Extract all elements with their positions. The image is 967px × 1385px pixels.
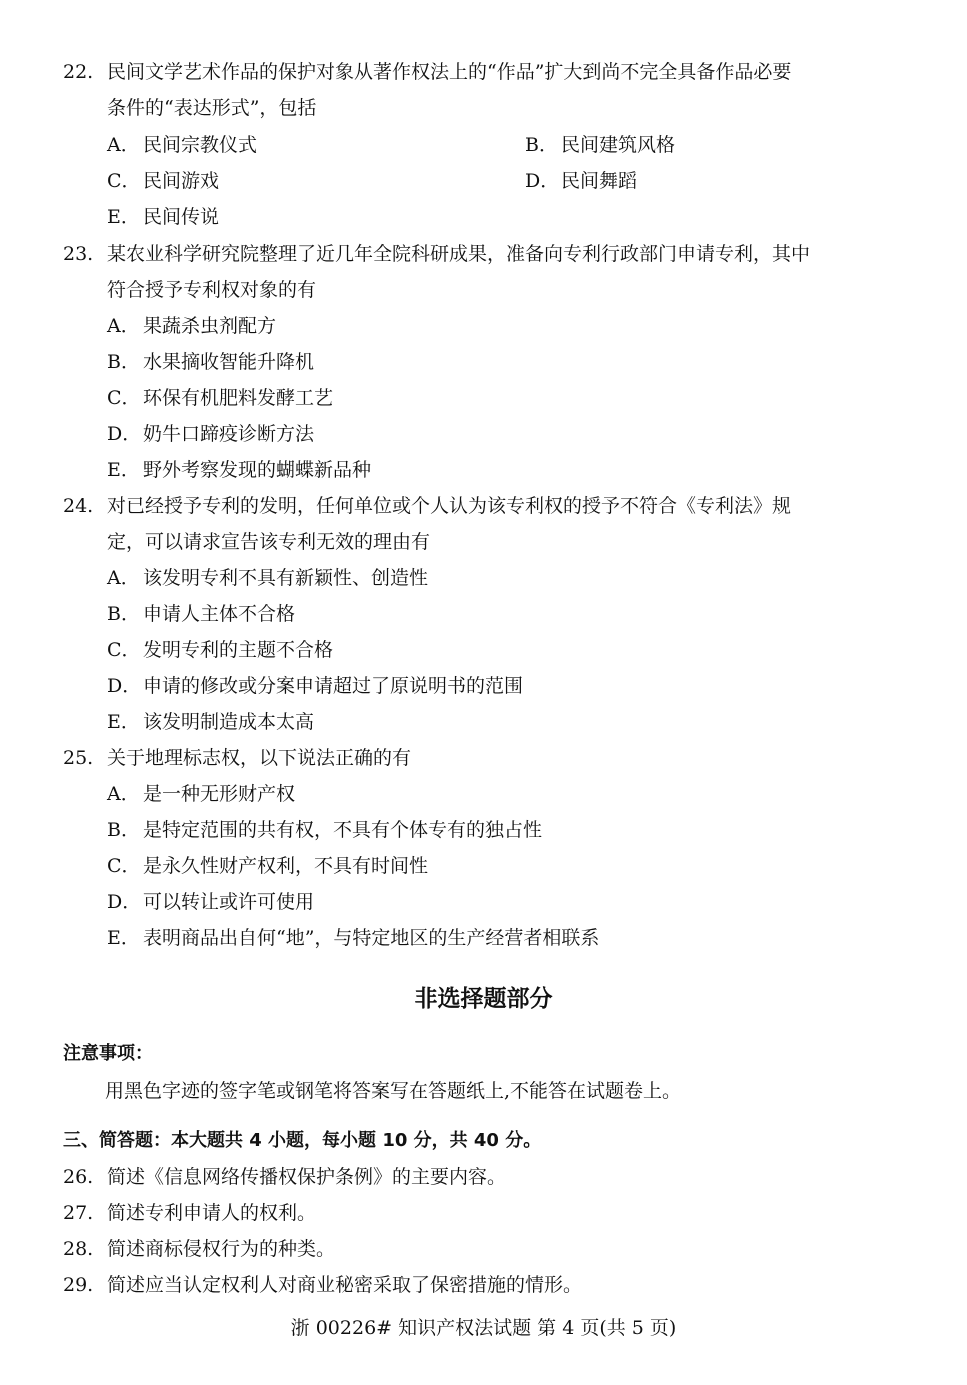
option-text: 发明专利的主题不合格 bbox=[143, 639, 334, 661]
notice-title: 注意事项： bbox=[63, 1043, 153, 1064]
question-28 bbox=[63, 1237, 335, 1261]
option-label: D． bbox=[107, 675, 142, 697]
question-22-option-c bbox=[107, 169, 219, 193]
question-23-stem-line2: 符合授予专利权对象的有 bbox=[107, 279, 317, 301]
question-text: 民间文学艺术作品的保护对象从著作权法上的“作品”扩大到尚不完全具备作品必要 bbox=[107, 61, 792, 83]
question-26 bbox=[63, 1165, 506, 1189]
question-number: 25. bbox=[63, 747, 94, 769]
option-label: A． bbox=[107, 315, 140, 337]
option-label: A． bbox=[107, 134, 140, 156]
question-22-option-e bbox=[107, 205, 219, 229]
option-label: C． bbox=[107, 855, 141, 877]
option-text: 申请人主体不合格 bbox=[143, 603, 296, 625]
question-25-option-a bbox=[107, 782, 295, 806]
question-24-option-c bbox=[107, 638, 333, 662]
question-24-option-d bbox=[107, 674, 523, 698]
option-text: 环保有机肥料发酵工艺 bbox=[143, 387, 334, 409]
question-text: 对已经授予专利的发明，任何单位或个人认为该专利权的授予不符合《专利法》规 bbox=[107, 495, 792, 517]
option-label: E． bbox=[107, 459, 140, 481]
question-number: 24. bbox=[63, 495, 94, 517]
page-footer: 浙 00226# 知识产权法试题 第 4 页(共 5 页) bbox=[290, 1317, 677, 1339]
notice-text: 用黑色字迹的签字笔或钢笔将答案写在答题纸上,不能答在试题卷上。 bbox=[105, 1080, 682, 1102]
question-text: 某农业科学研究院整理了近几年全院科研成果，准备向专利行政部门申请专利，其中 bbox=[107, 243, 811, 265]
question-22-option-a bbox=[107, 133, 257, 157]
question-24-stem-line1 bbox=[63, 494, 791, 518]
option-text: 民间建筑风格 bbox=[561, 134, 676, 156]
question-27 bbox=[63, 1201, 316, 1225]
question-25-option-e bbox=[107, 926, 599, 950]
option-label: C． bbox=[107, 170, 141, 192]
option-label: C． bbox=[107, 387, 141, 409]
question-number: 28. bbox=[63, 1238, 94, 1260]
question-23-stem-line1 bbox=[63, 242, 810, 266]
question-24-option-b bbox=[107, 602, 295, 626]
question-24-option-e bbox=[107, 710, 314, 734]
option-label: D． bbox=[107, 423, 142, 445]
question-number: 26. bbox=[63, 1166, 94, 1188]
question-22-option-d bbox=[525, 169, 637, 193]
question-23-option-e bbox=[107, 458, 371, 482]
option-label: E． bbox=[107, 711, 140, 733]
question-number: 29. bbox=[63, 1274, 94, 1296]
option-text: 该发明制造成本太高 bbox=[143, 711, 315, 733]
question-text: 简述《信息网络传播权保护条例》的主要内容。 bbox=[107, 1166, 507, 1188]
question-23-option-d bbox=[107, 422, 314, 446]
question-22-stem-line1 bbox=[63, 60, 791, 84]
option-text: 是特定范围的共有权，不具有个体专有的独占性 bbox=[143, 819, 543, 841]
option-text: 奶牛口蹄疫诊断方法 bbox=[143, 423, 315, 445]
option-label: D． bbox=[525, 170, 560, 192]
question-25-option-d bbox=[107, 890, 314, 914]
question-22-option-b bbox=[525, 133, 675, 157]
section-title: 非选择题部分 bbox=[414, 986, 553, 1012]
question-text: 关于地理标志权，以下说法正确的有 bbox=[107, 747, 412, 769]
question-23-option-a bbox=[107, 314, 276, 338]
option-text: 可以转让或许可使用 bbox=[143, 891, 315, 913]
option-label: B． bbox=[107, 351, 140, 373]
option-label: E． bbox=[107, 206, 140, 228]
question-24-option-a bbox=[107, 566, 428, 590]
option-text: 是永久性财产权利，不具有时间性 bbox=[143, 855, 429, 877]
question-text: 简述商标侵权行为的种类。 bbox=[107, 1238, 336, 1260]
question-29 bbox=[63, 1273, 582, 1297]
option-text: 民间传说 bbox=[143, 206, 220, 228]
question-25-stem-line1 bbox=[63, 746, 411, 770]
option-text: 民间宗教仪式 bbox=[143, 134, 258, 156]
option-text: 果蔬杀虫剂配方 bbox=[143, 315, 277, 337]
option-text: 该发明专利不具有新颖性、创造性 bbox=[143, 567, 429, 589]
option-label: B． bbox=[107, 819, 140, 841]
question-22-stem-line2: 条件的“表达形式”，包括 bbox=[107, 97, 317, 119]
question-24-stem-line2: 定，可以请求宣告该专利无效的理由有 bbox=[107, 531, 431, 553]
question-text: 简述专利申请人的权利。 bbox=[107, 1202, 317, 1224]
question-23-option-c bbox=[107, 386, 333, 410]
option-label: B． bbox=[107, 603, 140, 625]
option-text: 民间舞蹈 bbox=[561, 170, 638, 192]
option-label: B． bbox=[525, 134, 558, 156]
option-label: A． bbox=[107, 567, 140, 589]
option-label: D． bbox=[107, 891, 142, 913]
option-label: E． bbox=[107, 927, 140, 949]
question-23-option-b bbox=[107, 350, 314, 374]
question-25-option-c bbox=[107, 854, 428, 878]
option-text: 表明商品出自何“地”，与特定地区的生产经营者相联系 bbox=[143, 927, 600, 949]
option-text: 申请的修改或分案申请超过了原说明书的范围 bbox=[143, 675, 524, 697]
option-text: 野外考察发现的蝴蝶新品种 bbox=[143, 459, 372, 481]
option-text: 是一种无形财产权 bbox=[143, 783, 296, 805]
option-text: 民间游戏 bbox=[143, 170, 220, 192]
option-label: A． bbox=[107, 783, 140, 805]
question-number: 22. bbox=[63, 61, 94, 83]
question-number: 27. bbox=[63, 1202, 94, 1224]
option-text: 水果摘收智能升降机 bbox=[143, 351, 315, 373]
part3-heading: 三、简答题：本大题共 4 小题，每小题 10 分，共 40 分。 bbox=[63, 1130, 542, 1151]
question-number: 23. bbox=[63, 243, 94, 265]
option-label: C． bbox=[107, 639, 141, 661]
question-text: 简述应当认定权利人对商业秘密采取了保密措施的情形。 bbox=[107, 1274, 583, 1296]
question-25-option-b bbox=[107, 818, 542, 842]
